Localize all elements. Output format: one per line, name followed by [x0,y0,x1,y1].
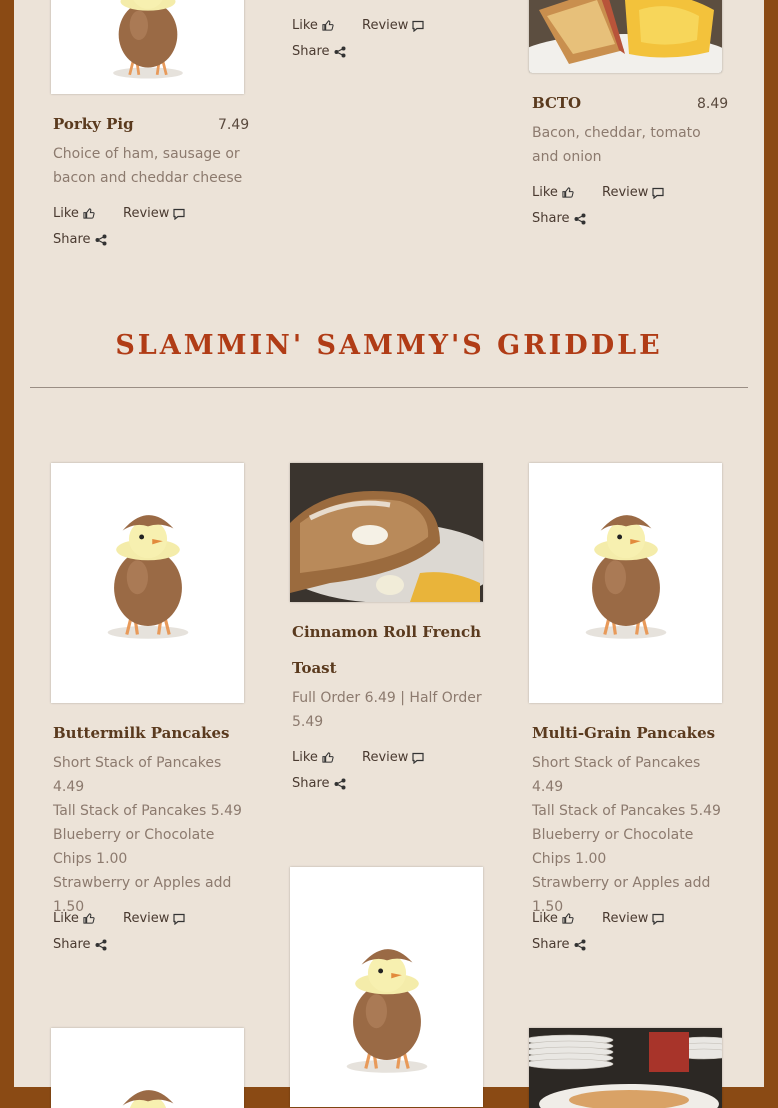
french-toast-photo [290,463,483,602]
item-description: Bacon, cheddar, tomato and onion [532,125,701,165]
item-description: Choice of ham, sausage or bacon and cheddar cheese [53,146,243,186]
like-button[interactable] [53,206,95,221]
thumbs-up-icon [562,913,574,925]
like-button[interactable] [53,911,95,926]
share-icon [95,234,107,246]
thumbs-up-icon [322,752,334,764]
item-description [532,751,727,919]
desc-line: Short Stack of Pancakes 4.49 [53,755,222,795]
like-button[interactable] [532,911,574,926]
review-label: Review [362,750,409,765]
section-title: SLAMMIN' SAMMY'S GRIDDLE [115,330,663,361]
review-label: Review [602,185,649,200]
like-label: Like [292,750,318,765]
menu-item-photo [51,1028,244,1108]
chick-in-egg-image [83,1078,213,1108]
review-label: Review [602,911,649,926]
review-label: Review [362,18,409,33]
desc-line: Strawberry or Apples add 1.50 [53,875,232,915]
like-label: Like [532,185,558,200]
share-label: Share [532,211,570,226]
comment-icon [652,187,664,199]
thumbs-up-icon [562,187,574,199]
share-label: Share [53,937,91,952]
share-button[interactable] [292,776,346,791]
like-label: Like [53,911,79,926]
share-button[interactable] [53,232,107,247]
like-label: Like [532,911,558,926]
share-icon [334,778,346,790]
share-icon [574,939,586,951]
section-divider [30,387,748,388]
thumbs-up-icon [83,208,95,220]
share-button[interactable] [292,44,346,59]
desc-line: Tall Stack of Pancakes 5.49 [53,803,242,819]
menu-item-photo [529,1028,722,1108]
sandwich-plate-image [529,0,722,73]
desc-line: Short Stack of Pancakes 4.49 [532,755,701,795]
french-toast-image [290,463,483,602]
share-button[interactable] [53,937,107,952]
multigrain-pancakes-photo [529,463,722,703]
item-description [53,751,248,919]
share-icon [95,939,107,951]
comment-icon [412,20,424,32]
desc-line: Blueberry or Chocolate Chips 1.00 [53,827,215,867]
like-button[interactable] [292,18,334,33]
comment-icon [173,208,185,220]
share-button[interactable] [532,937,586,952]
chick-in-egg-image [322,937,452,1077]
desc-line: Tall Stack of Pancakes 5.49 [532,803,721,819]
review-button[interactable] [123,206,185,221]
share-label: Share [292,776,330,791]
chick-in-egg-image [561,503,691,643]
item-title [292,614,481,686]
comment-icon [652,913,664,925]
chick-in-egg-image [83,503,213,643]
comment-icon [412,752,424,764]
share-label: Share [532,937,570,952]
share-button[interactable] [532,211,586,226]
item-title: BCTO [532,94,582,112]
plates-stack-image [529,1028,722,1108]
chick-in-egg-image [93,0,203,90]
like-label: Like [292,18,318,33]
thumbs-up-icon [83,913,95,925]
title-line: Toast [292,659,337,677]
share-label: Share [53,232,91,247]
porky-pig-photo [51,0,244,94]
share-label: Share [292,44,330,59]
review-button[interactable] [123,911,185,926]
review-label: Review [123,911,170,926]
like-button[interactable] [532,185,574,200]
item-title: Multi-Grain Pancakes [532,724,716,742]
bcto-photo [529,0,722,73]
share-icon [574,213,586,225]
review-button[interactable] [602,911,664,926]
desc-line: Strawberry or Apples add 1.50 [532,875,711,915]
like-button[interactable] [292,750,334,765]
item-price: 8.49 [697,96,729,112]
item-title: Porky Pig [53,115,134,133]
item-description: Full Order 6.49 | Half Order 5.49 [292,690,482,730]
like-label: Like [53,206,79,221]
desc-line: Blueberry or Chocolate Chips 1.00 [532,827,694,867]
menu-page [14,0,764,1087]
menu-item-photo [290,867,483,1107]
review-button[interactable] [362,18,424,33]
title-line: Cinnamon Roll French [292,623,482,641]
review-button[interactable] [602,185,664,200]
review-label: Review [123,206,170,221]
item-title: Buttermilk Pancakes [53,724,230,742]
item-price: 7.49 [218,117,250,133]
share-icon [334,46,346,58]
buttermilk-pancakes-photo [51,463,244,703]
thumbs-up-icon [322,20,334,32]
comment-icon [173,913,185,925]
review-button[interactable] [362,750,424,765]
